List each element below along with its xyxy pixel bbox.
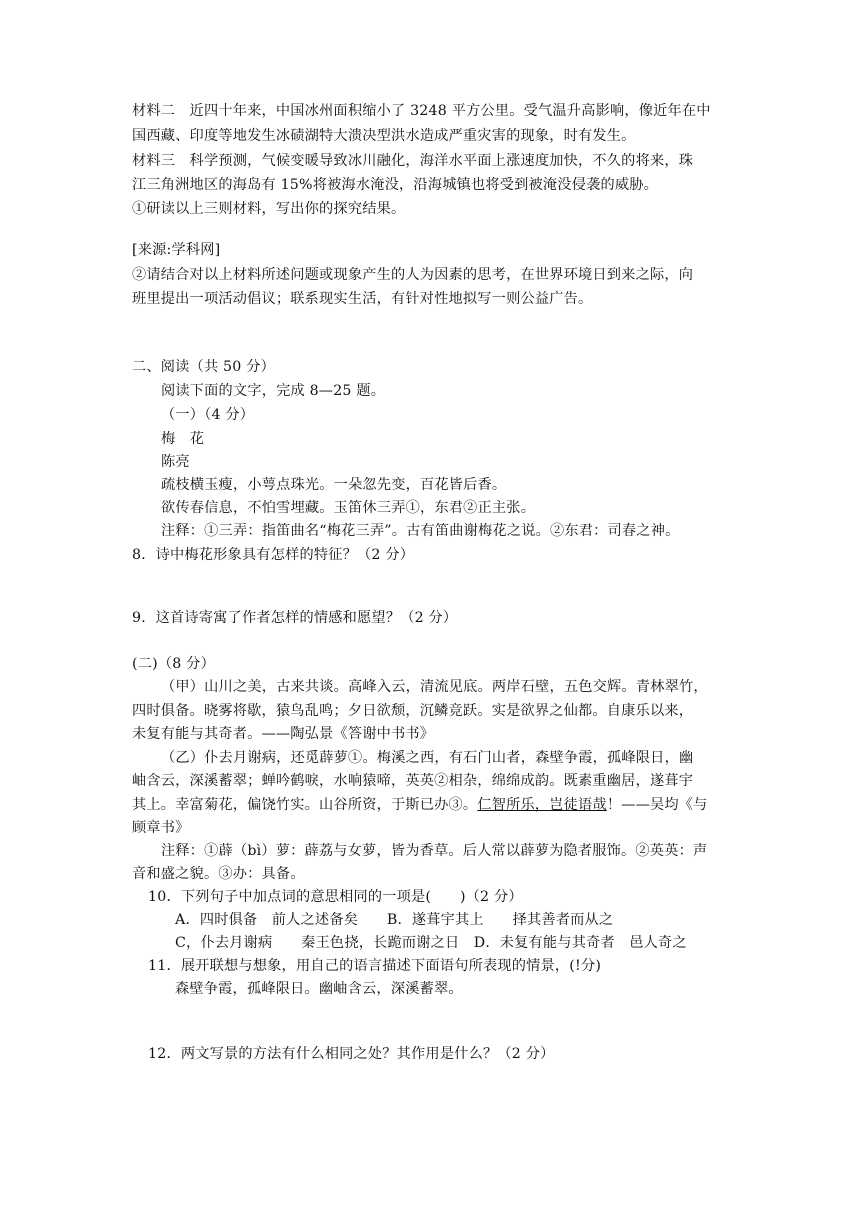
material3-line2: 江三角洲地区的海岛有 15%将被海水淹没，沿海城镇也将受到被淹没侵袭的威胁。 xyxy=(132,177,659,193)
yi-line-1: （乙）仆去月谢病，还觅薜萝①。梅溪之西，有石门山者，森壁争霞，孤峰限日，幽 xyxy=(161,750,694,766)
source-note: [来源:学科网] xyxy=(132,242,221,258)
question-10: 10．下列句子中加点词的意思相同的一项是( )（2 分） xyxy=(148,889,523,905)
question-9: 9．这首诗寄寓了作者怎样的情感和愿望？（2 分） xyxy=(132,610,458,626)
question-8: 8．诗中梅花形象具有怎样的特征？（2 分） xyxy=(132,547,415,563)
yi-line-2: 岫含云，深溪蓄翠；蝉吟鹤唳，水响猿啼，英英②相杂，绵绵成韵。既素重幽居，遂葺宇 xyxy=(132,773,694,789)
yi-line-3-start: 其上。幸富菊花，偏饶竹实。山谷所资，于斯已办③。 xyxy=(132,797,478,813)
material2-line1: 材料二 近四十年来，中国冰州面积缩小了 3248 平方公里。受气温升高影响，像近年在中 xyxy=(132,103,711,119)
poem-note: 注释：①三弄：指笛曲名“梅花三弄”。古有笛曲谢梅花之说。②东君：司春之神。 xyxy=(161,523,680,539)
poem-title: 梅 花 xyxy=(161,431,205,447)
material2-line2: 国西藏、印度等地发生冰碛湖特大溃决型洪水造成严重灾害的现象，时有发生。 xyxy=(132,128,636,144)
material3-line1: 材料三 科学预测，气候变暖导致冰川融化，海洋水平面上涨速度加快，不久的将来，珠 xyxy=(132,153,694,169)
question-10-options-cd: C，仆去月谢病 秦王色挠，长跪而谢之日 D．未复有能与其奇者 邑人奇之 xyxy=(175,935,687,951)
yi-line-4: 顾章书》 xyxy=(132,820,190,836)
question-10-options-ab: A．四时俱备 前人之述备矣 B．遂葺宇其上 择其善者而从之 xyxy=(175,912,614,928)
section-heading: 二、阅读（共 50 分） xyxy=(132,359,275,375)
jia-line-2: 四时俱备。晓雾将歇，猿鸟乱鸣；夕日欲颓，沉鳞竞跃。实是欲界之仙都。自康乐以来， xyxy=(132,703,694,719)
question-11-text: 森壁争霞，孤峰限日。幽岫含云，深溪蓄翠。 xyxy=(175,981,463,997)
note2-line-2: 音和盛之貌。③办：具备。 xyxy=(132,866,305,882)
jia-line-3: 未复有能与其奇者。——陶弘景《答谢中书书》 xyxy=(132,726,435,742)
task2-line1: ②请结合对以上材料所述问题或现象产生的人为因素的思考，在世界环境日到来之际，向 xyxy=(132,267,694,283)
note2-line-1: 注释：①薜（bì）萝：薜荔与女萝，皆为香草。后人常以薜萝为隐者服饰。②英英：声 xyxy=(161,843,708,859)
reading-instruction: 阅读下面的文字，完成 8—25 题。 xyxy=(161,383,386,399)
task1: ①研读以上三则材料，写出你的探究结果。 xyxy=(132,201,406,217)
task2-line2: 班里提出一项活动倡议；联系现实生活，有针对性地拟写一则公益广告。 xyxy=(132,291,593,307)
jia-line-1: （甲）山川之美，古来共谈。高峰入云，清流见底。两岸石壁，五色交辉。青林翠竹， xyxy=(161,679,708,695)
question-12: 12．两文写景的方法有什么相同之处？其作用是什么？（2 分） xyxy=(148,1046,555,1062)
yi-line-3-end: ！——吴均《与 xyxy=(606,797,708,813)
yi-line-3 xyxy=(132,795,708,815)
question-11: 11．展开联想与想象，用自己的语言描述下面语句所表现的情景，(!分) xyxy=(148,958,602,974)
poem-line-1: 疏枝横玉瘦，小萼点珠光。一朵忽先变，百花皆后香。 xyxy=(161,477,507,493)
part2-heading: (二)（8 分） xyxy=(132,656,215,672)
underlined-sentence: 仁智所乐，岂徒语哉 xyxy=(477,797,607,813)
poem-line-2: 欲传春信息，不怕雪埋藏。玉笛休三弄①，东君②正主张。 xyxy=(161,500,536,516)
poem-author: 陈亮 xyxy=(161,454,190,470)
part1-heading: （一）（4 分） xyxy=(161,407,255,423)
